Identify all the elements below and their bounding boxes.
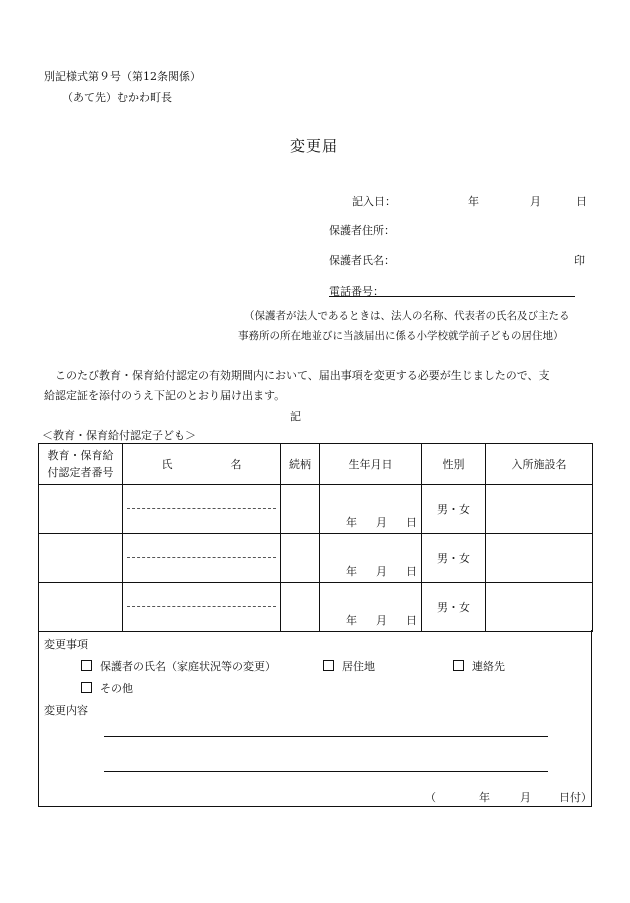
option-guardian-name[interactable]	[81, 658, 276, 674]
checkbox-guardian-name[interactable]	[81, 660, 92, 671]
dob-day: 日	[406, 565, 417, 578]
option-residence[interactable]	[323, 658, 375, 674]
name-cell[interactable]	[123, 534, 281, 583]
name-field[interactable]	[123, 509, 280, 533]
cert-no-cell[interactable]	[39, 534, 123, 583]
dob-day: 日	[406, 516, 417, 529]
content-line-2[interactable]	[104, 771, 548, 772]
relation-cell[interactable]	[281, 583, 320, 632]
table-row	[39, 534, 593, 583]
date-month: 月	[530, 195, 541, 208]
note-line-1: （保護者が法人であるときは、法人の名称、代表者の氏名及び主たる	[244, 310, 570, 322]
date-label: 記入日：	[352, 195, 396, 208]
table-header-row	[39, 444, 593, 485]
dob-year: 年	[346, 516, 357, 529]
option-other[interactable]	[81, 680, 133, 696]
changes-box	[38, 630, 592, 807]
form-id: 別記様式第９号（第12条関係）	[44, 70, 201, 83]
header-name-2: 名	[230, 457, 242, 471]
dob-cell[interactable]	[320, 534, 422, 583]
header-facility: 入所施設名	[486, 444, 593, 485]
addressee: （あて先）むかわ町長	[62, 91, 172, 104]
cert-no-cell[interactable]	[39, 485, 123, 534]
seal-mark: 印	[574, 254, 585, 267]
sex-cell[interactable]: 男・女	[422, 583, 486, 632]
header-name-1: 氏	[161, 457, 173, 471]
name-cell[interactable]	[123, 485, 281, 534]
facility-cell[interactable]	[486, 583, 593, 632]
facility-cell[interactable]	[486, 534, 593, 583]
option-contact[interactable]	[453, 658, 505, 674]
name-cell[interactable]	[123, 583, 281, 632]
option-residence-label: 居住地	[342, 660, 375, 673]
dob-cell[interactable]	[320, 583, 422, 632]
phone-underline	[329, 296, 575, 297]
dob-cell[interactable]	[320, 485, 422, 534]
dob-month: 月	[376, 565, 387, 578]
header-cert-no	[39, 444, 123, 485]
header-relation: 続柄	[281, 444, 320, 485]
phone-label: 電話番号：	[329, 285, 384, 298]
paragraph-line-2: 給認定証を添付のうえ下記のとおり届け出ます。	[44, 389, 286, 402]
name-furigana-field[interactable]	[127, 583, 276, 607]
dob-month: 月	[376, 516, 387, 529]
header-cert-no-2: 付認定者番号	[47, 466, 114, 479]
note-line-2: 事務所の所在地並びに当該届出に係る小学校就学前子どもの居住地）	[238, 330, 564, 342]
dob-month: 月	[376, 614, 387, 627]
content-label: 変更内容	[44, 704, 88, 717]
sex-cell[interactable]: 男・女	[422, 534, 486, 583]
date-day: 日	[576, 195, 587, 208]
relation-cell[interactable]	[281, 534, 320, 583]
changes-label: 変更事項	[44, 638, 88, 651]
option-other-label: その他	[100, 682, 133, 695]
cert-no-cell[interactable]	[39, 583, 123, 632]
name-field[interactable]	[123, 607, 280, 631]
children-table	[38, 443, 593, 632]
checkbox-contact[interactable]	[453, 660, 464, 671]
footer-year: 年	[479, 791, 490, 804]
dob-year: 年	[346, 614, 357, 627]
table-row	[39, 583, 593, 632]
paragraph-line-1: このたび教育・保育給付認定の有効期間内において、届出事項を変更する必要が生じましたので、支	[44, 369, 550, 382]
sex-cell[interactable]: 男・女	[422, 485, 486, 534]
name-furigana-field[interactable]	[127, 534, 276, 558]
guardian-name-label: 保護者氏名：	[329, 254, 395, 267]
relation-cell[interactable]	[281, 485, 320, 534]
page-title: 変更届	[290, 137, 339, 155]
option-contact-label: 連絡先	[472, 660, 505, 673]
facility-cell[interactable]	[486, 485, 593, 534]
header-sex: 性別	[422, 444, 486, 485]
dob-year: 年	[346, 565, 357, 578]
header-dob: 生年月日	[320, 444, 422, 485]
table-row	[39, 485, 593, 534]
ki-label: 記	[290, 410, 301, 423]
section-label: ＜教育・保育給付認定子ども＞	[42, 429, 196, 442]
footer-open: （	[425, 791, 436, 804]
footer-day: 日付）	[559, 791, 592, 804]
header-name	[123, 444, 281, 485]
date-year: 年	[468, 195, 479, 208]
header-cert-no-1: 教育・保育給	[47, 449, 114, 462]
dob-day: 日	[406, 614, 417, 627]
option-guardian-name-label: 保護者の氏名（家庭状況等の変更）	[100, 660, 276, 673]
address-label: 保護者住所：	[329, 224, 395, 237]
name-field[interactable]	[123, 558, 280, 582]
checkbox-other[interactable]	[81, 682, 92, 693]
name-furigana-field[interactable]	[127, 485, 276, 509]
content-line-1[interactable]	[104, 736, 548, 737]
footer-month: 月	[520, 791, 531, 804]
checkbox-residence[interactable]	[323, 660, 334, 671]
